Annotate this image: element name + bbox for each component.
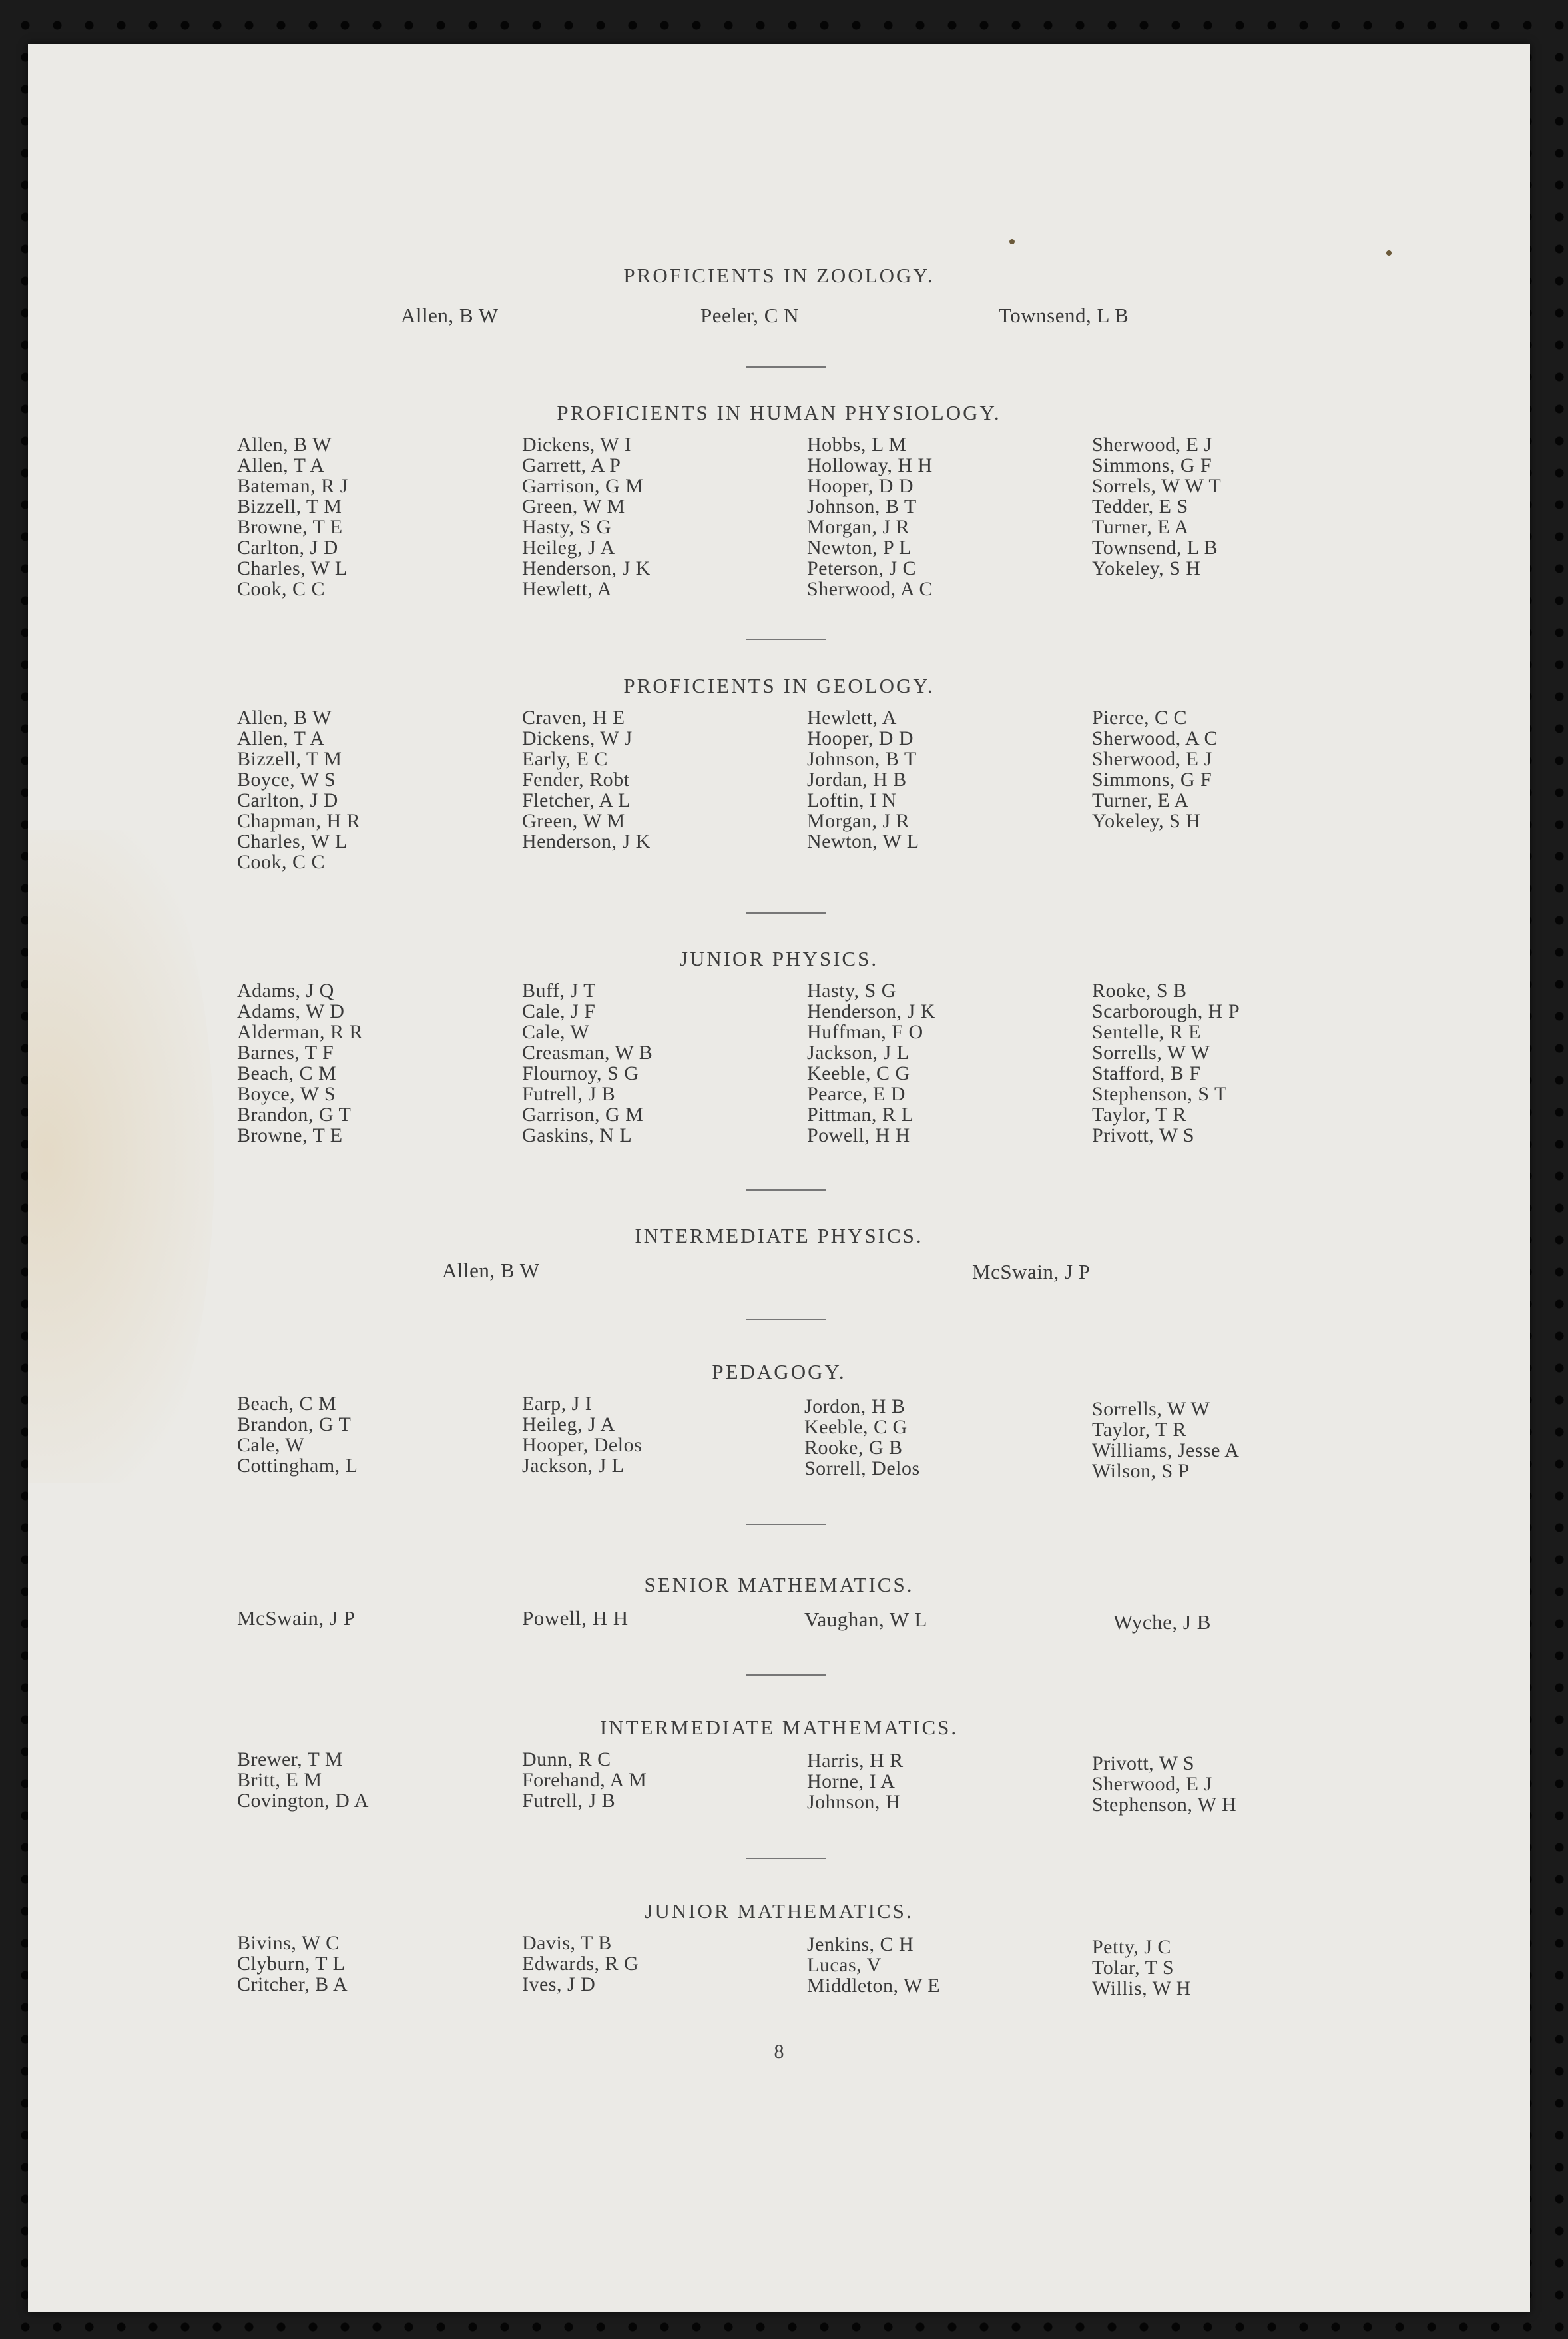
name-entry: Critcher, B A — [237, 1973, 348, 1995]
name-entry: Fender, Robt — [522, 769, 630, 791]
name-entry: Britt, E M — [237, 1769, 322, 1791]
junior-math-column — [522, 1933, 639, 1995]
name-entry: Forehand, A M — [522, 1769, 647, 1791]
name-entry: Cook, C C — [237, 851, 326, 873]
name-entry: Johnson, H — [807, 1791, 901, 1813]
name-entry: Sherwood, A C — [1092, 727, 1218, 749]
section-title-physiology: PROFICIENTS IN HUMAN PHYSIOLOGY. — [557, 401, 1001, 424]
name-entry: Horne, I A — [807, 1770, 896, 1792]
name-entry: Yokeley, S H — [1092, 557, 1201, 579]
name-entry: Boyce, W S — [237, 1083, 336, 1105]
name-entry: Keeble, C G — [804, 1416, 908, 1438]
name-entry: Garrison, G M — [522, 475, 644, 497]
name-entry: Morgan, J R — [807, 810, 910, 832]
name-entry: Barnes, T F — [237, 1042, 334, 1064]
name-entry: Morgan, J R — [807, 516, 910, 538]
intermediate-math-column — [237, 1749, 369, 1811]
name-entry: Huffman, F O — [807, 1021, 923, 1043]
name-entry: Early, E C — [522, 748, 608, 770]
name-entry: Townsend, L B — [1092, 537, 1218, 559]
junior-physics-column — [237, 980, 363, 1146]
name-entry: Jordan, H B — [807, 769, 907, 791]
name-entry: Bateman, R J — [237, 475, 348, 497]
name-entry: Stephenson, W H — [1092, 1794, 1237, 1816]
name-entry: Futrell, J B — [522, 1790, 616, 1812]
intermediate-physics-name: Allen, B W — [442, 1259, 540, 1282]
intermediate-physics-name: McSwain, J P — [972, 1260, 1091, 1283]
name-entry: Sherwood, E J — [1092, 434, 1212, 456]
name-entry: Bivins, W C — [237, 1932, 340, 1954]
name-entry: Beach, C M — [237, 1393, 337, 1415]
section-divider — [746, 639, 826, 640]
name-entry: Cale, W — [237, 1434, 305, 1456]
name-entry: Cook, C C — [237, 578, 326, 600]
name-entry: Alderman, R R — [237, 1021, 363, 1043]
name-entry: Hasty, S G — [522, 516, 611, 538]
name-entry: Pearce, E D — [807, 1083, 906, 1105]
name-entry: Yokeley, S H — [1092, 810, 1201, 832]
name-entry: Brandon, G T — [237, 1413, 352, 1435]
section-divider — [746, 912, 826, 914]
section-divider — [746, 366, 826, 368]
section-divider — [746, 1858, 826, 1859]
name-entry: Dickens, W J — [522, 727, 633, 749]
name-entry: Chapman, H R — [237, 810, 361, 832]
page-number: 8 — [774, 2041, 784, 2063]
physiology-column — [1092, 434, 1221, 579]
name-entry: Taylor, T R — [1092, 1419, 1186, 1441]
name-entry: Cottingham, L — [237, 1455, 358, 1477]
section-title-pedagogy: PEDAGOGY. — [712, 1360, 846, 1383]
name-entry: Pierce, C C — [1092, 707, 1187, 729]
name-entry: Covington, D A — [237, 1790, 369, 1812]
name-entry: Allen, T A — [237, 454, 325, 476]
name-entry: Privott, W S — [1092, 1752, 1195, 1774]
junior-physics-column — [1092, 980, 1240, 1146]
name-entry: Sorrells, W W — [1092, 1042, 1210, 1064]
name-entry: Boyce, W S — [237, 769, 336, 791]
name-entry: Earp, J I — [522, 1393, 593, 1415]
name-entry: Bizzell, T M — [237, 748, 342, 770]
name-entry: Dunn, R C — [522, 1748, 611, 1770]
name-entry: Hooper, D D — [807, 727, 914, 749]
section-title-geology: PROFICIENTS IN GEOLOGY. — [623, 674, 935, 697]
section-divider — [746, 1674, 826, 1676]
name-entry: Sorrells, W W — [1092, 1398, 1210, 1420]
physiology-column — [522, 434, 651, 599]
junior-physics-column — [807, 980, 935, 1146]
name-entry: Jackson, J L — [807, 1042, 910, 1064]
name-entry: Fletcher, A L — [522, 789, 631, 811]
name-entry: Gaskins, N L — [522, 1124, 633, 1146]
name-entry: Hasty, S G — [807, 980, 896, 1002]
name-entry: Simmons, G F — [1092, 769, 1212, 791]
junior-physics-column — [522, 980, 653, 1146]
section-title-junior-math: JUNIOR MATHEMATICS. — [645, 1899, 914, 1923]
name-entry: Garrison, G M — [522, 1104, 644, 1126]
name-entry: Sorrels, W W T — [1092, 475, 1222, 497]
water-stain — [28, 830, 214, 1483]
name-entry: Allen, B W — [237, 707, 332, 729]
name-entry: Browne, T E — [237, 516, 343, 538]
name-entry: Stephenson, S T — [1092, 1083, 1227, 1105]
name-entry: Sorrell, Delos — [804, 1457, 920, 1479]
name-entry: Hooper, Delos — [522, 1434, 643, 1456]
name-entry: Futrell, J B — [522, 1083, 616, 1105]
name-entry: Brandon, G T — [237, 1104, 352, 1126]
name-entry: Green, W M — [522, 496, 625, 517]
pedagogy-column — [237, 1393, 358, 1476]
name-entry: Green, W M — [522, 810, 625, 832]
name-entry: Rooke, G B — [804, 1437, 903, 1459]
name-entry: Davis, T B — [522, 1932, 612, 1954]
section-divider — [746, 1189, 826, 1191]
document-page — [28, 44, 1530, 2312]
name-entry: Edwards, R G — [522, 1953, 639, 1975]
name-entry: Cale, J F — [522, 1000, 596, 1022]
intermediate-math-column — [1092, 1753, 1236, 1815]
name-entry: Tedder, E S — [1092, 496, 1188, 517]
name-entry: Middleton, W E — [807, 1975, 941, 1997]
name-entry: Sherwood, A C — [807, 578, 933, 600]
name-entry: Sherwood, E J — [1092, 748, 1212, 770]
name-entry: Heileg, J A — [522, 1413, 615, 1435]
name-entry: Buff, J T — [522, 980, 596, 1002]
name-entry: Cale, W — [522, 1021, 590, 1043]
name-entry: Flournoy, S G — [522, 1062, 639, 1084]
senior-math-name: Vaughan, W L — [804, 1608, 927, 1631]
intermediate-math-column — [807, 1750, 904, 1812]
ink-speck — [1386, 250, 1392, 256]
name-entry: Keeble, C G — [807, 1062, 910, 1084]
name-entry: Charles, W L — [237, 831, 348, 852]
section-title-intermediate-math: INTERMEDIATE MATHEMATICS. — [599, 1716, 959, 1739]
name-entry: Browne, T E — [237, 1124, 343, 1146]
junior-math-column — [1092, 1937, 1191, 1999]
name-entry: Carlton, J D — [237, 789, 338, 811]
name-entry: Willis, W H — [1092, 1977, 1192, 1999]
name-entry: Adams, W D — [237, 1000, 345, 1022]
name-entry: Henderson, J K — [522, 557, 651, 579]
zoology-name: Allen, B W — [401, 304, 499, 327]
name-entry: Taylor, T R — [1092, 1104, 1186, 1126]
name-entry: Ives, J D — [522, 1973, 596, 1995]
intermediate-math-column — [522, 1749, 647, 1811]
zoology-name: Townsend, L B — [999, 304, 1129, 327]
name-entry: Allen, T A — [237, 727, 325, 749]
section-divider — [746, 1319, 826, 1320]
name-entry: Beach, C M — [237, 1062, 337, 1084]
name-entry: Rooke, S B — [1092, 980, 1187, 1002]
section-title-senior-math: SENIOR MATHEMATICS. — [644, 1573, 914, 1596]
name-entry: Simmons, G F — [1092, 454, 1212, 476]
name-entry: Newton, W L — [807, 831, 919, 852]
name-entry: Privott, W S — [1092, 1124, 1195, 1146]
name-entry: Allen, B W — [237, 434, 332, 456]
name-entry: Williams, Jesse A — [1092, 1439, 1240, 1461]
name-entry: Dickens, W I — [522, 434, 632, 456]
name-entry: Henderson, J K — [522, 831, 651, 852]
junior-math-column — [807, 1934, 940, 1996]
name-entry: Harris, H R — [807, 1750, 904, 1772]
pedagogy-column — [522, 1393, 642, 1476]
name-entry: Newton, P L — [807, 537, 912, 559]
zoology-name: Peeler, C N — [700, 304, 800, 327]
section-divider — [746, 1524, 826, 1525]
senior-math-name: McSwain, J P — [237, 1606, 356, 1630]
name-entry: Lucas, V — [807, 1954, 882, 1976]
name-entry: Hooper, D D — [807, 475, 914, 497]
name-entry: Tolar, T S — [1092, 1957, 1175, 1979]
name-entry: Hewlett, A — [522, 578, 612, 600]
name-entry: Adams, J Q — [237, 980, 334, 1002]
geology-column — [237, 707, 360, 872]
name-entry: Carlton, J D — [237, 537, 338, 559]
name-entry: Jordon, H B — [804, 1395, 906, 1417]
name-entry: Jackson, J L — [522, 1455, 625, 1477]
geology-column — [807, 707, 919, 852]
name-entry: Sherwood, E J — [1092, 1773, 1212, 1795]
name-entry: Powell, H H — [807, 1124, 910, 1146]
name-entry: Heileg, J A — [522, 537, 615, 559]
name-entry: Hewlett, A — [807, 707, 897, 729]
junior-math-column — [237, 1933, 348, 1995]
name-entry: Bizzell, T M — [237, 496, 342, 517]
name-entry: Stafford, B F — [1092, 1062, 1201, 1084]
section-title-junior-physics: JUNIOR PHYSICS. — [679, 947, 879, 970]
name-entry: Jenkins, C H — [807, 1933, 914, 1955]
name-entry: Scarborough, H P — [1092, 1000, 1240, 1022]
geology-column — [1092, 707, 1218, 831]
name-entry: Petty, J C — [1092, 1936, 1171, 1958]
name-entry: Wilson, S P — [1092, 1460, 1190, 1482]
name-entry: Craven, H E — [522, 707, 625, 729]
name-entry: Johnson, B T — [807, 748, 917, 770]
section-title-intermediate-physics: INTERMEDIATE PHYSICS. — [635, 1224, 923, 1247]
name-entry: Turner, E A — [1092, 789, 1189, 811]
name-entry: Johnson, B T — [807, 496, 917, 517]
name-entry: Creasman, W B — [522, 1042, 653, 1064]
name-entry: Charles, W L — [237, 557, 348, 579]
name-entry: Loftin, I N — [807, 789, 897, 811]
name-entry: Turner, E A — [1092, 516, 1189, 538]
name-entry: Peterson, J C — [807, 557, 916, 579]
senior-math-name: Wyche, J B — [1113, 1610, 1211, 1634]
geology-column — [522, 707, 651, 852]
physiology-column — [237, 434, 348, 599]
senior-math-name: Powell, H H — [522, 1606, 629, 1630]
pedagogy-column — [804, 1396, 920, 1479]
section-title-zoology: PROFICIENTS IN ZOOLOGY. — [623, 264, 935, 287]
name-entry: Brewer, T M — [237, 1748, 344, 1770]
name-entry: Hobbs, L M — [807, 434, 907, 456]
name-entry: Holloway, H H — [807, 454, 933, 476]
name-entry: Garrett, A P — [522, 454, 621, 476]
physiology-column — [807, 434, 933, 599]
name-entry: Sentelle, R E — [1092, 1021, 1201, 1043]
name-entry: Clyburn, T L — [237, 1953, 346, 1975]
name-entry: Pittman, R L — [807, 1104, 914, 1126]
name-entry: Henderson, J K — [807, 1000, 935, 1022]
pedagogy-column — [1092, 1399, 1239, 1481]
ink-speck — [1009, 239, 1015, 244]
